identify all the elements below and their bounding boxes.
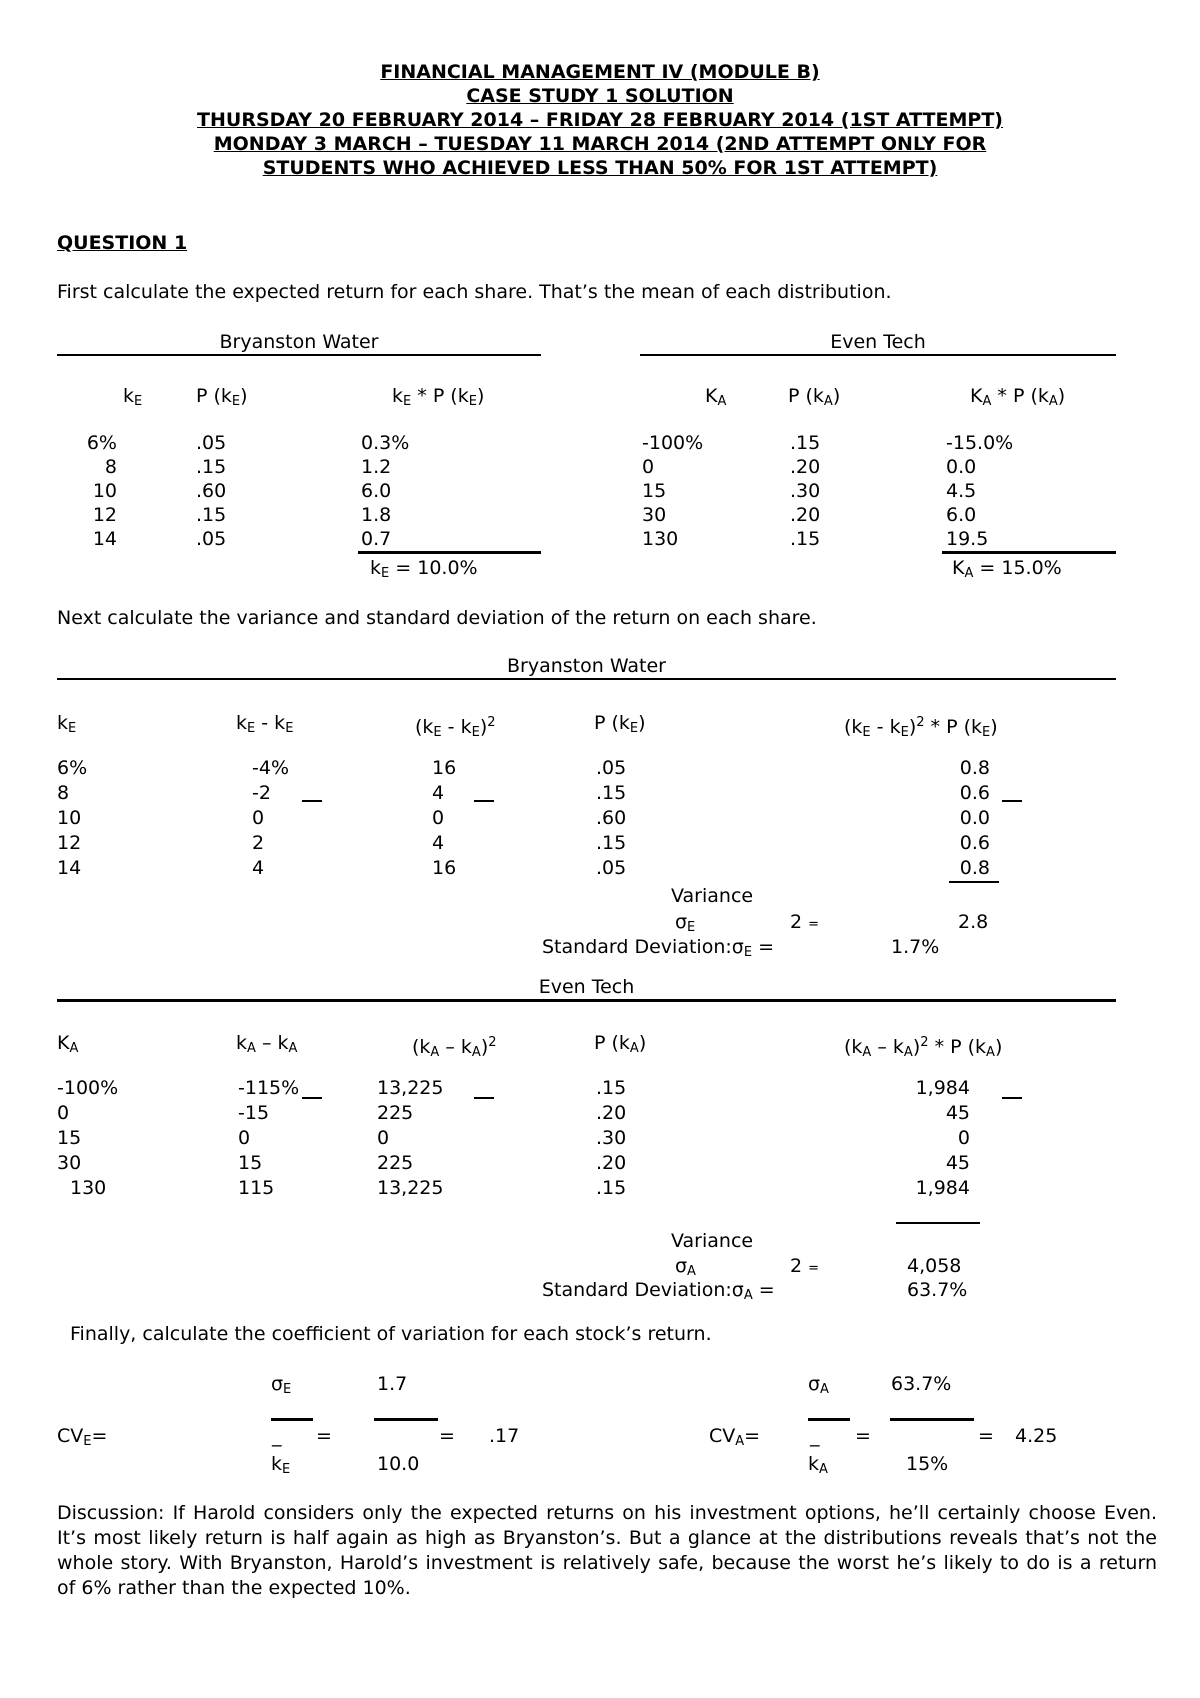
cv-e-equals: = xyxy=(316,1425,332,1447)
var-e-col-prod: $(k_A - k_A)^2$ * P $(k_A)$ xyxy=(844,1035,1003,1060)
header-line-1: FINANCIAL MANAGEMENT IV (MODULE B) xyxy=(380,61,820,83)
table-cell: 0.7 xyxy=(361,528,392,550)
table-cell: 0.0 xyxy=(946,456,977,478)
table-cell: 225 xyxy=(377,1102,414,1124)
table-cell: 0.0 xyxy=(959,807,990,829)
var-e-variance-value: 4,058 xyxy=(907,1255,962,1277)
var-e-rule xyxy=(57,999,1116,1002)
table-cell: 4 xyxy=(432,782,445,804)
table-cell: 12 xyxy=(57,832,82,854)
table-cell: 0 xyxy=(377,1127,390,1149)
cv-a-equals-2: = xyxy=(978,1425,994,1447)
table-cell: 10 xyxy=(92,480,117,502)
var-b-squared: 2 = xyxy=(790,911,820,933)
table-cell: 1,984 xyxy=(915,1077,970,1099)
table-cell: .05 xyxy=(596,757,627,779)
cv-e-numerator: 1.7 xyxy=(377,1373,408,1395)
var-e-col-diff: $k_A - k_A$ xyxy=(236,1032,298,1056)
table-cell: 16 xyxy=(432,757,457,779)
cv-a-label: $CV_A=$ xyxy=(709,1425,761,1449)
table-cell: 10 xyxy=(57,807,82,829)
cv-e-fraction-bar xyxy=(374,1418,438,1421)
table-cell: 16 xyxy=(432,857,457,879)
table-cell: 4 xyxy=(432,832,445,854)
table-cell: 130 xyxy=(642,528,679,550)
col-ke-p: $k_E$ * P $(k_E)$ xyxy=(392,385,485,409)
even-title: Even Tech xyxy=(830,331,926,353)
cv-e-denominator: 10.0 xyxy=(377,1453,420,1475)
bryanston-title: Bryanston Water xyxy=(219,331,379,353)
cv-e-fraction-bar xyxy=(271,1418,313,1421)
table-cell: .30 xyxy=(790,480,821,502)
header-line-3: THURSDAY 20 FEBRUARY 2014 – FRIDAY 28 FEBRUARY 2014 (1ST ATTEMPT) xyxy=(197,109,1003,131)
cv-e-equals-2: = xyxy=(439,1425,455,1447)
table-cell: .15 xyxy=(596,1177,627,1199)
table-cell: 130 xyxy=(70,1177,107,1199)
table-cell: 30 xyxy=(57,1152,82,1174)
var-b-col-prod: $(k_E - k_E)^2$ * P $(k_E)$ xyxy=(844,715,998,740)
bryanston-sum-rule xyxy=(358,551,541,554)
table-cell: .15 xyxy=(596,1077,627,1099)
cv-e-label: $CV_E=$ xyxy=(57,1425,108,1449)
table-cell: 1.2 xyxy=(361,456,392,478)
table-cell: 13,225 xyxy=(377,1177,444,1199)
table-cell: 13,225 xyxy=(377,1077,444,1099)
table-cell: 115 xyxy=(238,1177,275,1199)
overbar-mark xyxy=(302,1097,322,1099)
var-b-col-sq: $(k_E - k_E)^2$ xyxy=(415,715,496,740)
table-cell: 1.8 xyxy=(361,504,392,526)
table-cell: .15 xyxy=(196,456,227,478)
even-title-rule xyxy=(640,354,1116,356)
table-cell: 0 xyxy=(57,1102,70,1124)
table-cell: 6.0 xyxy=(946,504,977,526)
var-e-variance-label: Variance xyxy=(671,1230,754,1252)
table-cell: .15 xyxy=(790,528,821,550)
cv-a-sigma: $\sigma_A$ xyxy=(808,1373,829,1397)
cv-a-denominator: 15% xyxy=(906,1453,949,1475)
discussion-paragraph: Discussion: If Harold considers only the expected returns on his investment options, he’ll certainly choose Even. It’s most likely return is half again as high as Bryanston’s. But a glance at the distributions reveals that’s not the whole story. With Bryanston, Harold’s investment is relatively safe, because the worst he’s likely to do is a return of 6% rather than the expected 10%. xyxy=(57,1502,1157,1599)
table-cell: 4 xyxy=(252,857,265,879)
intro-cv: Finally, calculate the coefficient of variation for each stock’s return. xyxy=(70,1323,712,1345)
table-cell: 0 xyxy=(642,456,655,478)
table-cell: 12 xyxy=(92,504,117,526)
table-cell: 6% xyxy=(86,432,117,454)
table-cell: -100% xyxy=(642,432,704,454)
table-cell: 15 xyxy=(642,480,667,502)
table-cell: .20 xyxy=(790,456,821,478)
table-cell: 1,984 xyxy=(915,1177,970,1199)
intro-expected: First calculate the expected return for each share. That’s the mean of each distribution. xyxy=(57,281,892,303)
header-line-4: MONDAY 3 MARCH – TUESDAY 11 MARCH 2014 (2ND ATTEMPT ONLY FOR xyxy=(213,133,987,155)
table-cell: .15 xyxy=(596,782,627,804)
table-cell: -100% xyxy=(57,1077,119,1099)
var-b-rule xyxy=(57,678,1116,680)
table-cell: 0.6 xyxy=(959,782,990,804)
table-cell: -115% xyxy=(238,1077,300,1099)
var-e-col-sq: $(k_A - k_A)^2$ xyxy=(412,1035,497,1060)
var-b-col-p: P $(k_E)$ xyxy=(594,712,646,736)
col-ka: $K_A$ xyxy=(705,385,727,409)
table-cell: -15 xyxy=(238,1102,270,1124)
var-b-col-ke: $k_E$ xyxy=(57,712,77,736)
table-cell: .60 xyxy=(596,807,627,829)
var-b-title: Bryanston Water xyxy=(507,655,666,677)
table-cell: 19.5 xyxy=(946,528,989,550)
var-b-sigma: $\sigma_E$ xyxy=(675,911,696,935)
header-line-2: CASE STUDY 1 SOLUTION xyxy=(466,85,734,107)
table-cell: .30 xyxy=(596,1127,627,1149)
cv-a-ka: $k_A$ xyxy=(808,1453,828,1477)
table-cell: .20 xyxy=(596,1102,627,1124)
table-cell: 0.8 xyxy=(959,857,990,879)
bryanston-title-rule xyxy=(57,354,541,356)
table-cell: .15 xyxy=(790,432,821,454)
table-cell: 0 xyxy=(238,1127,251,1149)
var-b-col-diff: $k_E - k_E$ xyxy=(236,712,294,736)
even-sum-rule xyxy=(942,551,1116,554)
col-p-ka: P $(k_A)$ xyxy=(788,385,841,409)
overbar-mark xyxy=(1002,800,1022,802)
table-cell: 225 xyxy=(377,1152,414,1174)
table-cell: -2 xyxy=(252,782,271,804)
var-b-variance-value: 2.8 xyxy=(958,911,989,933)
cv-a-numerator: 63.7% xyxy=(891,1373,952,1395)
table-cell: 0.6 xyxy=(959,832,990,854)
table-cell: .20 xyxy=(790,504,821,526)
cv-a-overbar: _ xyxy=(810,1425,820,1447)
table-cell: .20 xyxy=(596,1152,627,1174)
intro-variance: Next calculate the variance and standard deviation of the return on each share. xyxy=(57,607,817,629)
var-b-sd-value: 1.7% xyxy=(891,936,940,958)
table-cell: .15 xyxy=(596,832,627,854)
table-cell: 0 xyxy=(252,807,265,829)
cv-e-result: .17 xyxy=(489,1425,520,1447)
table-cell: 14 xyxy=(57,857,82,879)
table-cell: 0 xyxy=(957,1127,970,1149)
table-cell: .15 xyxy=(196,504,227,526)
overbar-mark xyxy=(302,800,322,802)
var-b-sum-rule xyxy=(949,881,999,883)
col-ke: $k_E$ xyxy=(123,385,143,409)
bryanston-expected-total: $k_E = 10.0\%$ xyxy=(370,557,478,581)
table-cell: 6.0 xyxy=(361,480,392,502)
table-cell: 15 xyxy=(57,1127,82,1149)
question-heading: QUESTION 1 xyxy=(57,232,188,254)
overbar-mark xyxy=(1002,1097,1022,1099)
table-cell: .05 xyxy=(196,528,227,550)
table-cell: 4.5 xyxy=(946,480,977,502)
var-e-sigma: $\sigma_A$ xyxy=(675,1255,696,1279)
table-cell: 6% xyxy=(57,757,88,779)
var-e-col-ka: $K_A$ xyxy=(57,1032,79,1056)
cv-a-fraction-bar xyxy=(890,1418,974,1421)
var-e-squared: 2 = xyxy=(790,1255,820,1277)
table-cell: .05 xyxy=(196,432,227,454)
header-line-5: STUDENTS WHO ACHIEVED LESS THAN 50% FOR 1ST ATTEMPT) xyxy=(262,157,938,179)
table-cell: 0 xyxy=(432,807,445,829)
col-p-ke: P $(k_E)$ xyxy=(196,385,248,409)
var-b-sd-label: Standard $Deviation:\sigma_E$ = xyxy=(542,936,774,960)
table-cell: 14 xyxy=(92,528,117,550)
col-ka-p: $K_A$ * P $(k_A)$ xyxy=(970,385,1066,409)
cv-e-sigma: $\sigma_E$ xyxy=(271,1373,292,1397)
cv-a-equals: = xyxy=(855,1425,871,1447)
var-e-sd-value: 63.7% xyxy=(907,1279,968,1301)
table-cell: 30 xyxy=(642,504,667,526)
table-cell: 45 xyxy=(945,1102,970,1124)
table-cell: 2 xyxy=(252,832,265,854)
table-cell: -4% xyxy=(252,757,289,779)
cv-a-result: 4.25 xyxy=(1015,1425,1058,1447)
var-e-sum-rule xyxy=(896,1222,980,1224)
var-e-title: Even Tech xyxy=(538,976,635,998)
even-expected-total: $K_A = 15.0\%$ xyxy=(952,557,1062,581)
cv-e-overbar: _ xyxy=(272,1425,282,1447)
table-cell: 15 xyxy=(238,1152,263,1174)
var-e-sd-label: Standard $Deviation:\sigma_A$ = xyxy=(542,1279,775,1303)
table-cell: 8 xyxy=(104,456,117,478)
overbar-mark xyxy=(474,800,494,802)
overbar-mark xyxy=(474,1097,494,1099)
table-cell: 0.8 xyxy=(959,757,990,779)
table-cell: 45 xyxy=(945,1152,970,1174)
table-cell: -15.0% xyxy=(946,432,1014,454)
table-cell: 0.3% xyxy=(361,432,410,454)
var-b-variance-label: Variance xyxy=(671,885,754,907)
cv-e-ke: $k_E$ xyxy=(271,1453,291,1477)
table-cell: .60 xyxy=(196,480,227,502)
table-cell: .05 xyxy=(596,857,627,879)
table-cell: 8 xyxy=(57,782,70,804)
var-e-col-p: P $(k_A)$ xyxy=(594,1032,647,1056)
cv-a-fraction-bar xyxy=(808,1418,850,1421)
